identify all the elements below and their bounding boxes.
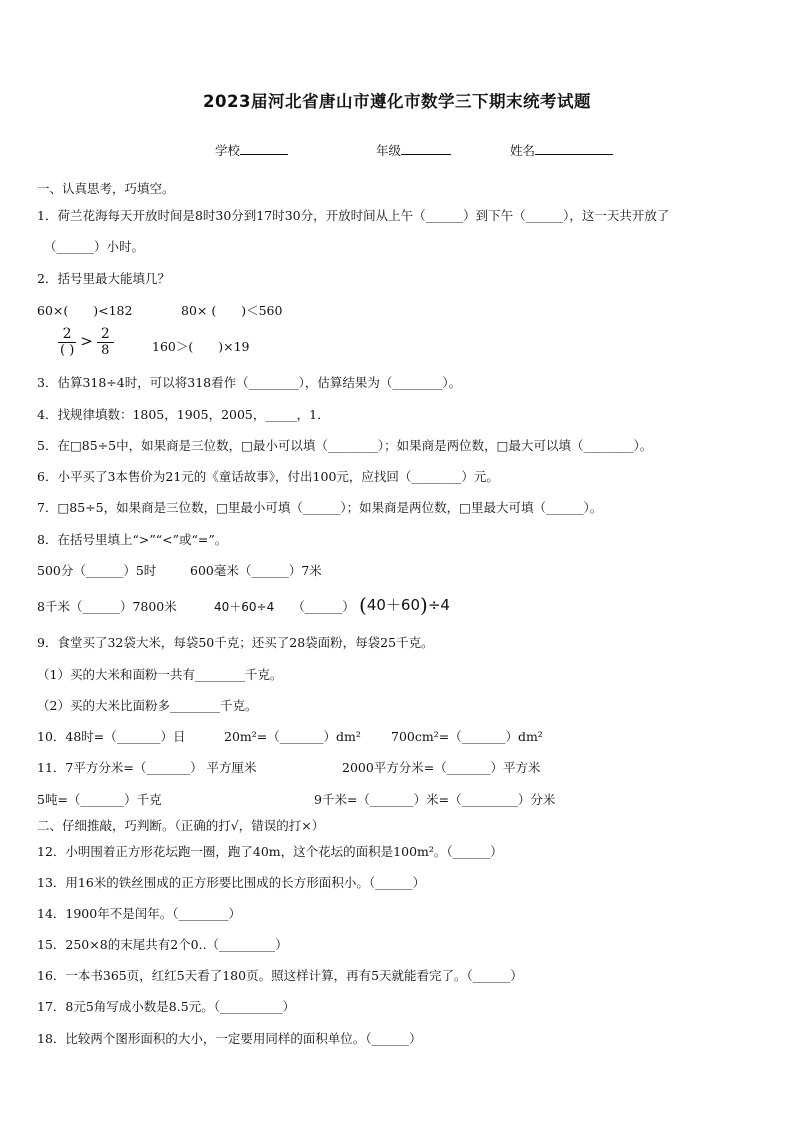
question-16: 16．一本书365页，红红5天看了180页。照这样计算，再有5天就能看完了。（______） (37, 968, 523, 983)
grade-label: 年级 (376, 143, 402, 158)
expression-right-tail: ÷4 (427, 596, 450, 614)
expression-left: 40＋60÷4 (214, 600, 275, 614)
page-title: 2023届河北省唐山市遵化市数学三下期末统考试题 (203, 92, 591, 111)
question-9-part-2: （2）买的大米比面粉多________千克。 (37, 698, 258, 713)
question-8-a: 500分（______）5时 (37, 563, 157, 578)
expression-right-inner: 40＋60 (366, 596, 420, 614)
paren-open: ( (359, 593, 367, 617)
section-1-heading: 一、认真思考，巧填空。 (37, 181, 175, 196)
school-blank[interactable] (240, 142, 288, 155)
greater-than-sign: > (80, 332, 93, 350)
question-18: 18．比较两个图形面积的大小，一定要用同样的面积单位。（______） (37, 1031, 422, 1046)
question-8-stem: 8．在括号里填上“>”“<”或“=”。 (37, 532, 228, 547)
comparison-blank[interactable]: （______） (292, 599, 355, 614)
question-2-c: 160＞( )×19 (152, 339, 250, 354)
question-11-d: 9千米=（_______）米=（_________）分米 (314, 792, 556, 807)
question-2-fraction-inequality (58, 326, 114, 359)
question-14: 14．1900年不是闰年。（________） (37, 906, 241, 921)
question-17: 17．8元5角写成小数是8.5元。（__________） (37, 999, 295, 1014)
question-12: 12．小明围着正方形花坛跑一圈，跑了40m，这个花坛的面积是100m²。（______） (37, 844, 503, 859)
question-1-line-2: （______）小时。 (44, 239, 145, 254)
section-2-heading: 二、仔细推敲，巧判断。（正确的打√，错误的打×） (37, 818, 325, 833)
question-8-b: 600毫米（______）7米 (190, 563, 322, 578)
grade-field (376, 141, 451, 159)
fraction-left-denominator: ( ) (60, 343, 75, 358)
question-9-part-1: （1）买的大米和面粉一共有________千克。 (37, 667, 283, 682)
question-11-b: 2000平方分米=（_______）平方米 (342, 760, 541, 775)
question-2-b: 80× ( )＜560 (181, 303, 283, 318)
name-blank[interactable] (535, 142, 613, 155)
name-label: 姓名 (510, 143, 536, 158)
question-15: 15．250×8的末尾共有2个0..（_________） (37, 937, 288, 952)
question-11-a: 11．7平方分米=（_______） 平方厘米 (37, 760, 257, 775)
question-3: 3．估算318÷4时，可以将318看作（________），估算结果为（________）。 (37, 375, 462, 390)
question-10-b: 20m²=（_______）dm² (224, 729, 361, 744)
name-field (510, 141, 613, 159)
question-6: 6．小平买了3本售价为21元的《童话故事》，付出100元，应找回（________）元。 (37, 469, 499, 484)
question-8-d (214, 599, 355, 615)
question-1-line-1: 1．荷兰花海每天开放时间是8时30分到17时30分，开放时间从上午（______）到下午（______），这一天共开放了 (37, 208, 670, 223)
paren-close: ) (420, 593, 428, 617)
school-label: 学校 (215, 143, 241, 158)
question-8-c: 8千米（______）7800米 (37, 599, 177, 614)
fraction-left-numerator: 2 (58, 326, 76, 343)
question-4: 4．找规律填数：1805，1905，2005，_____，1． (37, 407, 330, 422)
question-2-a: 60×( )<182 (37, 303, 133, 318)
question-2-stem: 2．括号里最大能填几？ (37, 271, 170, 286)
question-5: 5．在□85÷5中，如果商是三位数，□最小可以填（________）；如果商是两位数，□最大可以填（________）。 (37, 438, 653, 453)
school-field (215, 141, 288, 159)
fraction-right-denominator: 8 (101, 343, 110, 358)
question-8-e (359, 595, 450, 616)
question-11-c: 5吨=（_______）千克 (37, 792, 162, 807)
fraction-right-numerator: 2 (97, 326, 114, 343)
grade-blank[interactable] (401, 142, 451, 155)
fraction-right (97, 326, 114, 359)
question-7: 7．□85÷5，如果商是三位数，□里最小可填（______）；如果商是两位数，□里最大可填（______）。 (37, 500, 603, 515)
fraction-left (58, 326, 76, 359)
question-10-a: 10．48时=（_______）日 (37, 729, 186, 744)
question-13: 13．用16米的铁丝围成的正方形要比围成的长方形面积小。（______） (37, 875, 426, 890)
question-10-c: 700cm²=（_______）dm² (391, 729, 543, 744)
question-9-stem: 9．食堂买了32袋大米，每袋50千克；还买了28袋面粉，每袋25千克。 (37, 635, 434, 650)
